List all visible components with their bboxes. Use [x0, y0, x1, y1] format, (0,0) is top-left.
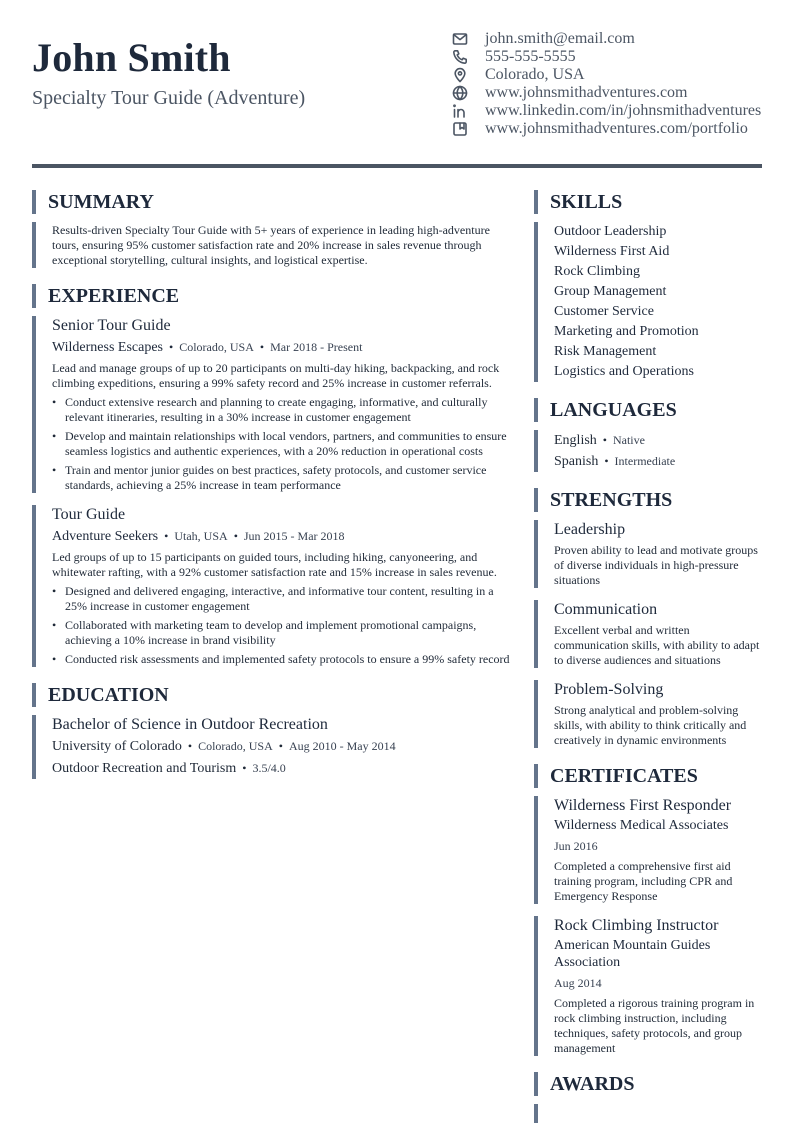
certificate-title: Wilderness First Responder: [554, 797, 732, 814]
job-location: Utah, USA: [174, 529, 228, 543]
job-company: Adventure Seekers: [52, 529, 159, 544]
job-bullet: • Conduct extensive research and planning to create engaging, informative, and culturally relevant itineraries, resulting in a 30% increase in customer engagement: [52, 395, 514, 425]
contact-phone-text: 555-555-5555: [485, 48, 576, 65]
language-name: Spanish: [554, 454, 599, 469]
experience-heading: EXPERIENCE: [32, 284, 514, 308]
job-meta: Wilderness Escapes • Colorado, USA • Mar 2018 - Present: [52, 340, 363, 355]
skill-item: Rock Climbing: [554, 264, 640, 279]
resume-header: [32, 30, 762, 145]
job-dates: Jun 2015 - Mar 2018: [243, 529, 345, 543]
certificate-entry: [534, 916, 764, 1056]
education-heading: EDUCATION: [32, 683, 514, 707]
summary-heading: SUMMARY: [32, 190, 514, 214]
experience-entry: [32, 505, 514, 667]
contact-email-text: john.smith@email.com: [485, 30, 635, 47]
strength-description: Strong analytical and problem-solving skills, with ability to think critically and creatively in dynamic environments: [554, 703, 747, 747]
summary-section: [32, 222, 514, 268]
contact-portfolio-text: www.johnsmithadventures.com/portfolio: [485, 120, 748, 137]
job-bullet: • Train and mentor junior guides on best practices, safety protocols, and customer service standards, achieving a 25% increase in team performance: [52, 463, 514, 493]
job-description: Lead and manage groups of up to 20 participants on multi-day hiking, backpacking, and rock climbing expeditions, ensuring a 99% safety record and 25% increase in customer referrals.: [52, 361, 500, 390]
edu-dates: Aug 2010 - May 2014: [288, 739, 396, 753]
mail-icon: [452, 31, 468, 47]
certificates-heading: CERTIFICATES: [534, 764, 764, 788]
languages-heading: LANGUAGES: [534, 398, 764, 422]
job-company: Wilderness Escapes: [52, 340, 164, 355]
education-section: [32, 715, 514, 779]
strength-description: Proven ability to lead and motivate groups of diverse individuals in high-pressure situations: [554, 543, 758, 587]
strength-description: Excellent verbal and written communication skills, with ability to adapt to diverse audiences and situations: [554, 623, 760, 667]
edu-location: Colorado, USA: [198, 739, 273, 753]
certificate-date: Jun 2016: [554, 839, 598, 853]
skill-item: Group Management: [554, 284, 667, 299]
edu-field: Outdoor Recreation and Tourism: [52, 761, 237, 776]
job-location: Colorado, USA: [179, 340, 254, 354]
certificate-description: Completed a rigorous training program in rock climbing instruction, including techniques, safety protocols, and group management: [554, 996, 755, 1055]
left-column: [32, 190, 514, 779]
strength-title: Communication: [554, 601, 658, 618]
skill-item: Marketing and Promotion: [554, 324, 699, 339]
job-bullet: • Develop and maintain relationships with local vendors, partners, and communities to ensure seamless logistics and authentic experiences, with a 20% reduction in operational costs: [52, 429, 514, 459]
contact-website-text: www.johnsmithadventures.com: [485, 84, 688, 101]
skill-item: Wilderness First Aid: [554, 244, 670, 259]
job-title: Specialty Tour Guide (Adventure): [32, 87, 306, 109]
skill-item: Risk Management: [554, 344, 657, 359]
job-position: Senior Tour Guide: [52, 317, 171, 334]
job-entry: [52, 505, 514, 667]
portfolio-icon: [452, 121, 468, 137]
edu-degree: Bachelor of Science in Outdoor Recreation: [52, 716, 328, 733]
job-entry: [52, 316, 514, 493]
language-item: Spanish • Intermediate: [554, 454, 676, 469]
phone-icon: [452, 49, 468, 65]
job-description: Led groups of up to 15 participants on guided tours, including hiking, canyoneering, and whitewater rafting, with a 92% customer satisfaction rate and 15% increase in sales revenue.: [52, 550, 497, 579]
contact-email[interactable]: [452, 30, 761, 48]
strength-title: Problem-Solving: [554, 681, 664, 698]
summary-text: Results-driven Specialty Tour Guide with 5+ years of experience in leading high-adventure tours, ensuring 95% customer satisfaction rate and 20% increase in sales revenue through exceptional storytelling, cultural insights, and logistical expertise.: [52, 223, 490, 267]
job-dates: Mar 2018 - Present: [270, 340, 363, 354]
edu-school-line: University of Colorado • Colorado, USA • Aug 2010 - May 2014: [52, 739, 396, 754]
strength-entry: [534, 520, 764, 588]
certificate-entry: [534, 796, 764, 904]
language-name: English: [554, 433, 597, 448]
header-divider: [32, 164, 762, 168]
edu-field-line: Outdoor Recreation and Tourism • 3.5/4.0: [52, 761, 286, 776]
edu-gpa: 3.5/4.0: [252, 761, 286, 775]
experience-entry: [32, 316, 514, 493]
language-level: Intermediate: [614, 454, 676, 468]
skills-heading: SKILLS: [534, 190, 764, 214]
languages-section: [534, 430, 764, 472]
candidate-name: John Smith: [32, 35, 231, 80]
certificate-org: American Mountain Guides Association: [554, 938, 711, 970]
job-bullets: [52, 584, 514, 667]
globe-icon: [452, 85, 468, 101]
job-bullets: [52, 395, 514, 493]
strengths-heading: STRENGTHS: [534, 488, 764, 512]
strength-entry: [534, 600, 764, 668]
right-column: [534, 190, 764, 1123]
strength-title: Leadership: [554, 521, 626, 538]
contact-website[interactable]: [452, 84, 761, 102]
job-bullet: • Conducted risk assessments and implemented safety protocols to ensure a 99% safety record: [52, 652, 514, 667]
certificate-description: Completed a comprehensive first aid training program, including CPR and Emergency Response: [554, 859, 733, 903]
contact-linkedin[interactable]: [452, 102, 761, 120]
job-meta: Adventure Seekers • Utah, USA • Jun 2015 - Mar 2018: [52, 529, 345, 544]
contact-location-text: Colorado, USA: [485, 66, 585, 83]
skill-item: Logistics and Operations: [554, 364, 694, 379]
skill-item: Customer Service: [554, 304, 654, 319]
job-bullet: • Collaborated with marketing team to develop and implement promotional campaigns, achieving a 10% increase in brand visibility: [52, 618, 514, 648]
certificate-title: Rock Climbing Instructor: [554, 917, 719, 934]
contact-linkedin-text: www.linkedin.com/in/johnsmithadventures: [485, 102, 762, 119]
job-position: Tour Guide: [52, 506, 126, 523]
linkedin-icon: [452, 103, 468, 119]
skills-section: [534, 222, 764, 382]
certificate-date: Aug 2014: [554, 976, 602, 990]
awards-heading: AWARDS: [534, 1072, 764, 1096]
skill-item: Outdoor Leadership: [554, 224, 667, 239]
edu-school: University of Colorado: [52, 739, 182, 754]
contact-list: [452, 30, 761, 138]
awards-section: [534, 1104, 764, 1123]
strength-entry: [534, 680, 764, 748]
certificate-org: Wilderness Medical Associates: [554, 818, 729, 833]
language-item: English • Native: [554, 433, 645, 448]
language-level: Native: [612, 433, 645, 447]
location-pin-icon: [452, 67, 468, 83]
contact-location: [452, 66, 761, 84]
contact-phone[interactable]: [452, 48, 761, 66]
job-bullet: • Designed and delivered engaging, interactive, and informative tour content, resulting in a 25% increase in customer engagement: [52, 584, 514, 614]
contact-portfolio[interactable]: [452, 120, 761, 138]
